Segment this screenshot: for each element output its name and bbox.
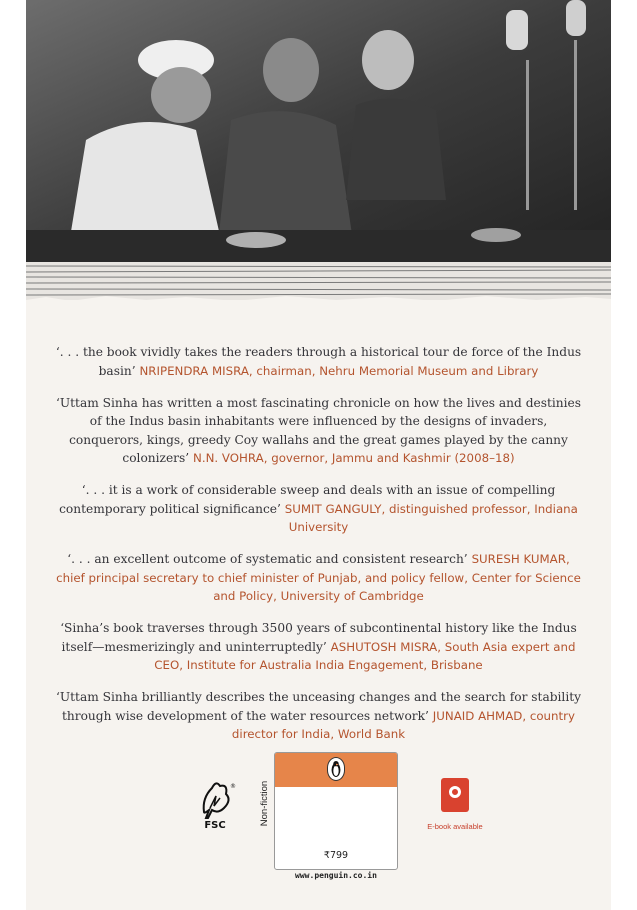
quote-attribution: NRIPENDRA MISRA, chairman, Nehru Memorial Museum and Library [139, 363, 539, 378]
quote-text: ‘Uttam Sinha brilliantly describes the unceasing changes and the search for stability through wise development of the water resources network’ [56, 690, 581, 723]
quote-attribution: JUNAID AHMAD, country director for India, World Bank [231, 708, 575, 741]
quote-attribution: ASHUTOSH MISRA, South Asia expert and CEO, Institute for Australia India Engagement, Brisbane [154, 639, 576, 672]
cover-photo [26, 0, 611, 300]
quote-text: ‘Uttam Sinha has written a most fascinating chronicle on how the lives and destinies of the Indus basin inhabitants were influenced by the designs of invaders, conquerors, kings, greedy Coy wallahs and the great games played by the canny colonizers’ [56, 395, 581, 465]
ebook-icon [441, 778, 469, 812]
category-text: Non-fiction [259, 780, 271, 827]
quote-attribution: SUMIT GANGULY, distinguished professor, Indiana University [284, 501, 578, 534]
quote-block [54, 481, 583, 537]
quote-block [54, 343, 583, 380]
penguin-price-box [274, 752, 398, 870]
fsc-registered: ® [230, 783, 236, 790]
quote-attribution: N.N. VOHRA, governor, Jammu and Kashmir (2008–18) [193, 451, 515, 465]
penguin-logo-icon [327, 757, 345, 781]
endorsements [54, 343, 583, 757]
price: ₹799 [323, 850, 349, 861]
back-cover [26, 0, 611, 910]
ebook-label: E-book available [427, 822, 483, 831]
quote-text: ‘. . . an excellent outcome of systematic and consistent research’ [67, 552, 468, 566]
ebook-badge [426, 778, 484, 838]
quote-text: ‘. . . the book vividly takes the readers through a historical tour de force of the Indus basin’ [55, 345, 582, 378]
quote-text: ‘. . . it is a work of considerable sweep and deals with an issue of compelling contemporary political significance’ [59, 483, 556, 516]
quote-text: ‘Sinha’s book traverses through 3500 years of subcontinental history like the Indus itself—mesmerizingly and uninterruptedly’ [60, 621, 577, 654]
quote-block [54, 619, 583, 675]
quote-block [54, 394, 583, 468]
quote-block [54, 550, 583, 606]
website-link[interactable]: www.penguin.co.in [295, 871, 377, 880]
quote-block [54, 688, 583, 744]
quote-attribution: SURESH KUMAR, chief principal secretary to chief minister of Punjab, and policy fellow, Center for Science and Policy, University of Cambridge [56, 552, 581, 603]
fsc-logo [194, 778, 236, 830]
fsc-label: FSC [204, 820, 226, 830]
